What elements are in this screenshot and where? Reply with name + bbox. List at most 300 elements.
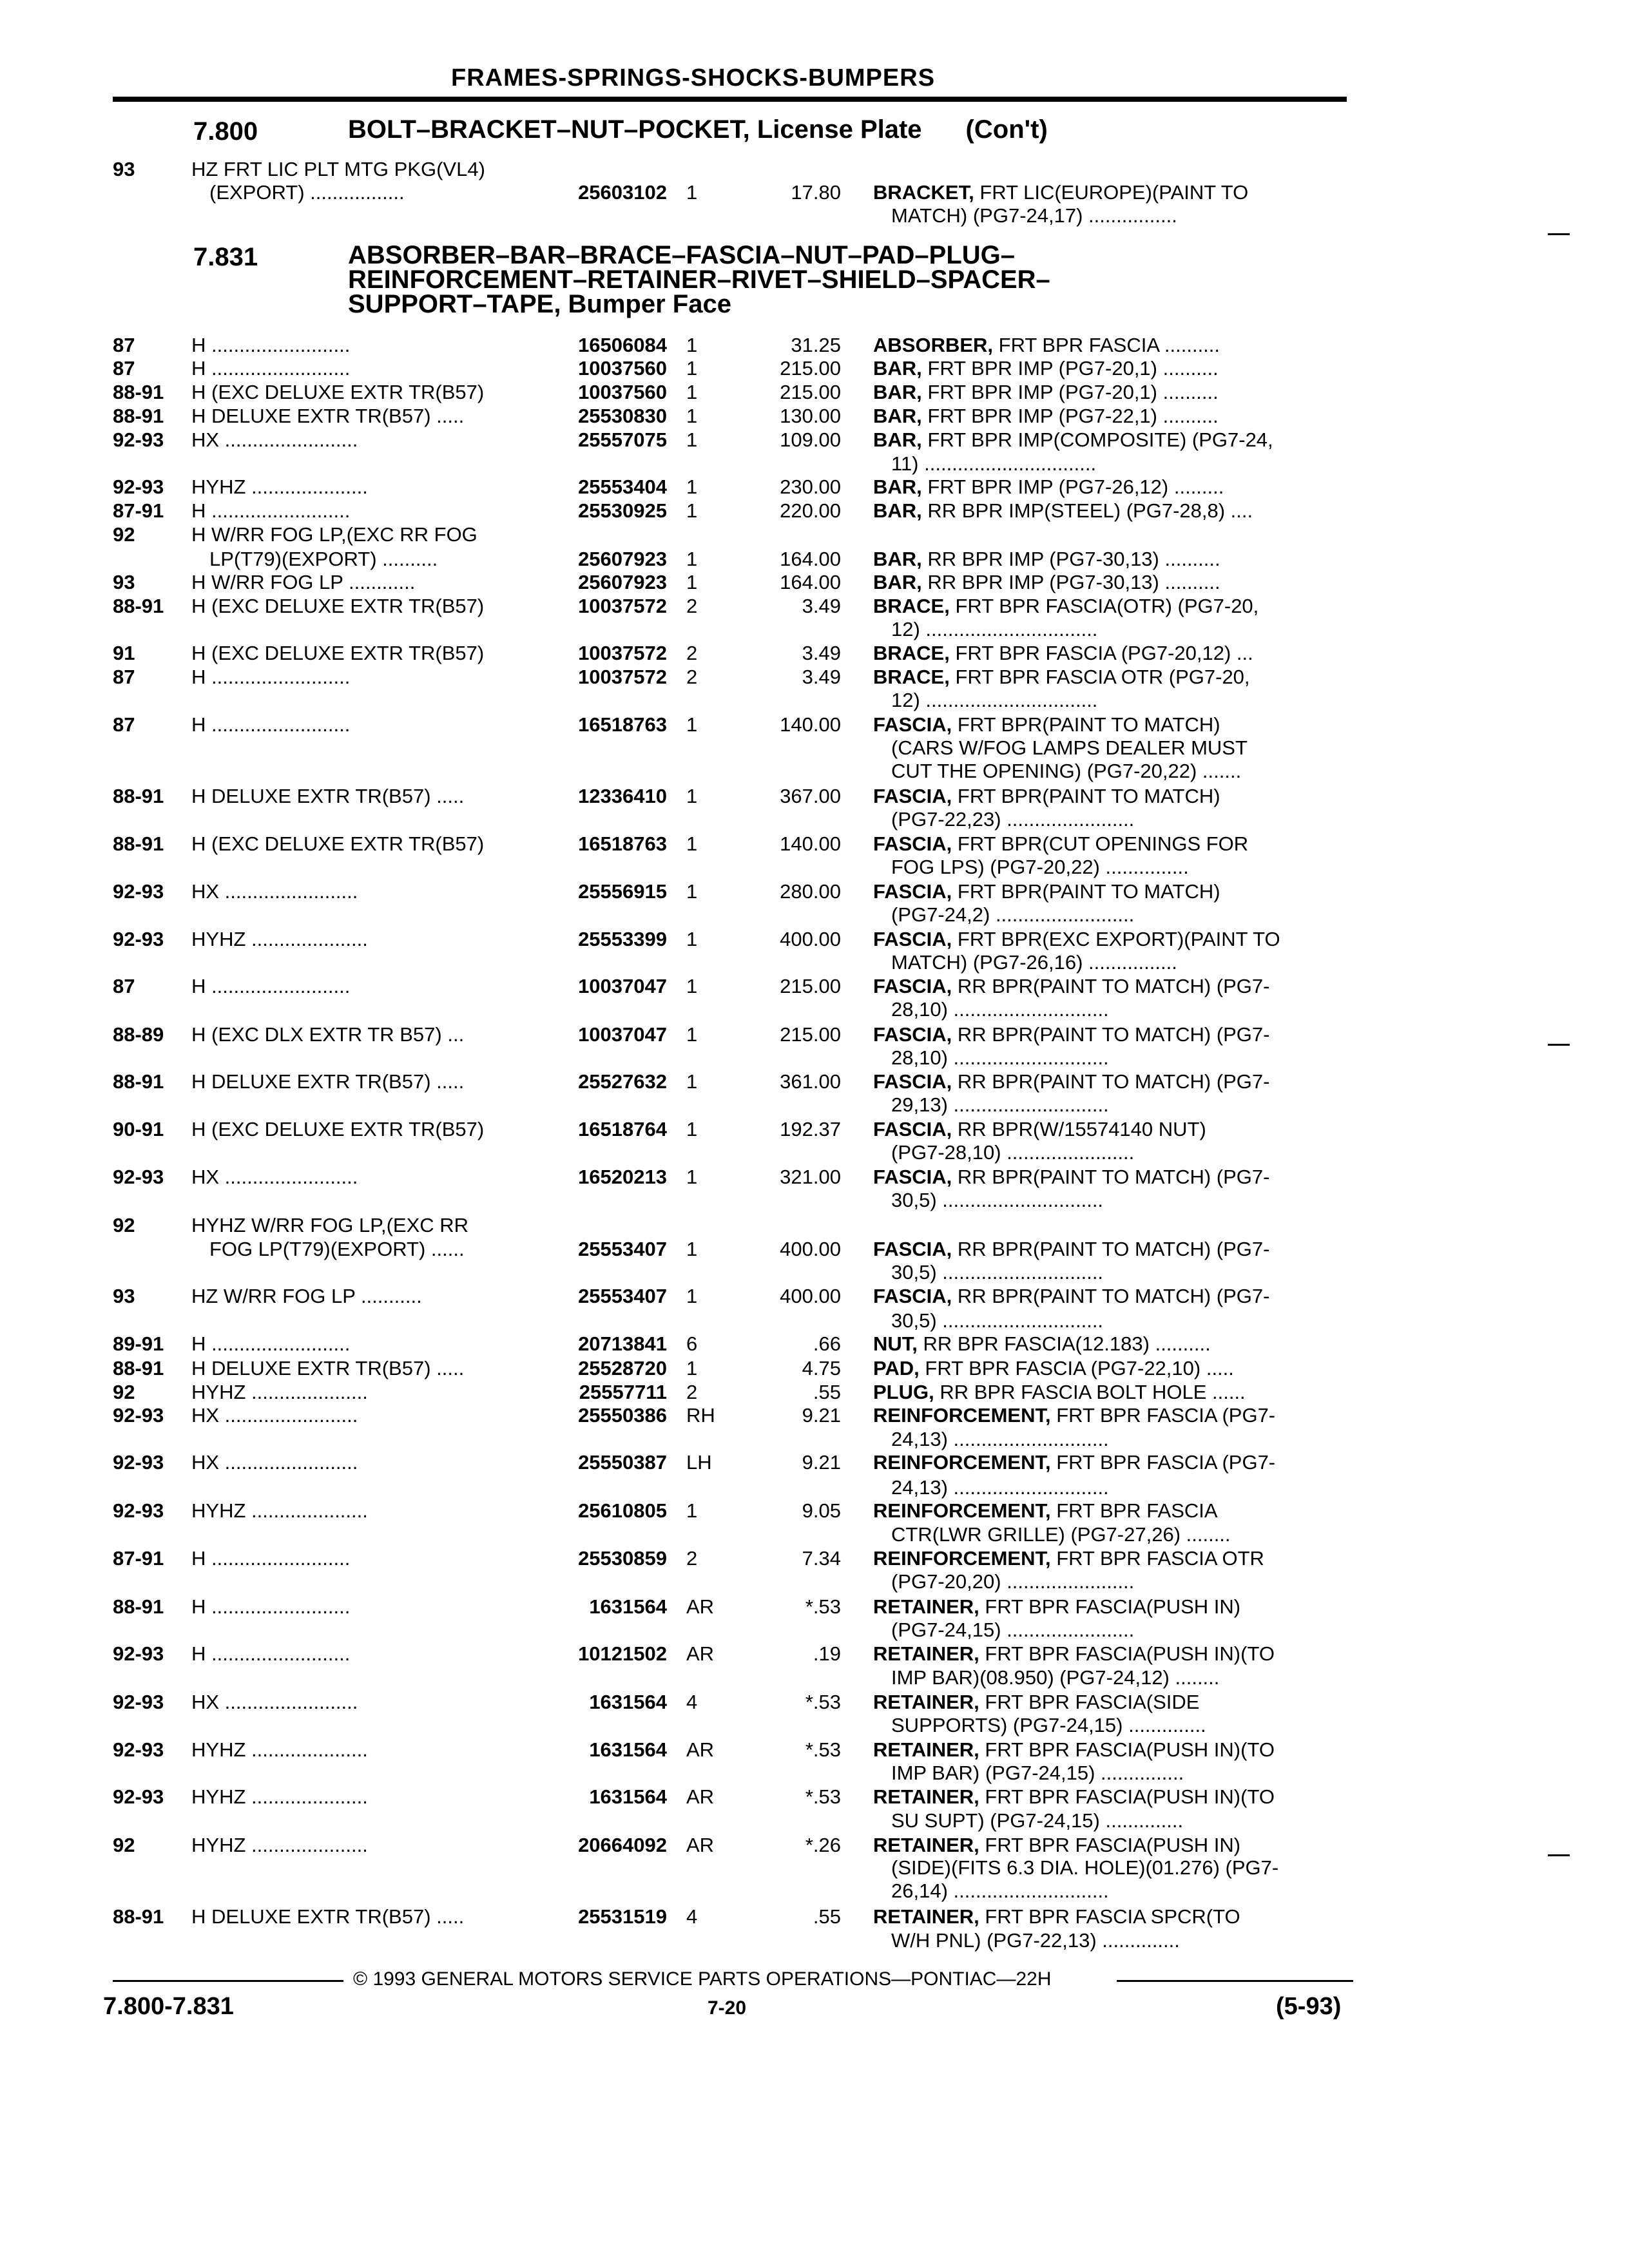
model-description (191, 1546, 539, 1570)
price: 9.21 (802, 1404, 841, 1427)
model-year: 87 (113, 975, 135, 997)
part-name-keyword: BAR, (873, 428, 922, 451)
model-description-text: H ......................... (191, 1642, 351, 1665)
model-year: 91 (113, 642, 135, 664)
part-name (873, 1546, 1350, 1570)
part-name-detail: FRT BPR FASCIA SPCR(TO (979, 1905, 1240, 1928)
part-name-detail: RR BPR(PAINT TO MATCH) (PG7- (952, 975, 1270, 997)
part-name-detail: RR BPR(PAINT TO MATCH) (PG7- (952, 1285, 1270, 1307)
section-title (348, 243, 1050, 316)
model-description (191, 475, 539, 499)
part-name-detail: FRT BPR FASCIA(OTR) (PG7-20, (949, 595, 1259, 617)
part-name (873, 1690, 1350, 1714)
part-name-detail: FRT BPR FASCIA OTR (PG7-20, (949, 666, 1250, 688)
model-description (191, 570, 539, 594)
part-name-detail: 28,10) ............................ (891, 998, 1109, 1021)
model-year: 87 (113, 713, 135, 736)
model-description-text: H DELUXE EXTR TR(B57) ..... (191, 1357, 465, 1379)
part-name-inner (873, 975, 1269, 997)
part-name-keyword: RETAINER, (873, 1834, 979, 1856)
model-description (191, 499, 539, 523)
part-name (873, 1117, 1350, 1141)
price: 400.00 (780, 928, 841, 950)
part-name-detail: FOG LPS) (PG7-20,22) ............... (891, 856, 1189, 878)
model-description (191, 333, 539, 357)
part-name-keyword: REINFORCEMENT, (873, 1499, 1051, 1522)
part-name (873, 784, 1350, 808)
part-name-inner (873, 1332, 1211, 1355)
part-name-inner (891, 1141, 1134, 1164)
model-year: 93 (113, 571, 135, 593)
model-description-text: HYHZ W/RR FOG LP,(EXC RR (191, 1214, 469, 1236)
model-description (191, 157, 539, 181)
part-name (873, 1785, 1350, 1809)
part-name (873, 1356, 1350, 1380)
part-name-keyword: PLUG, (873, 1381, 934, 1403)
part-name-detail: FRT BPR IMP(COMPOSITE) (PG7-24, (921, 428, 1273, 451)
part-name-inner (873, 1381, 1246, 1403)
model-description-text: HX ........................ (191, 880, 358, 903)
model-year: 88-91 (113, 381, 164, 403)
part-name-keyword: FASCIA, (873, 1238, 952, 1260)
part-name-inner (873, 1118, 1206, 1140)
part-number: 25556915 (578, 880, 667, 903)
model-description (191, 832, 539, 856)
part-name-detail: FRT BPR(CUT OPENINGS FOR (952, 832, 1249, 855)
part-name (873, 180, 1350, 204)
model-year: 89-91 (113, 1332, 164, 1355)
model-year: 93 (113, 158, 135, 180)
model-year: 88-91 (113, 1595, 164, 1618)
quantity: 2 (686, 1381, 698, 1403)
part-name (873, 855, 1350, 879)
part-number: 16518764 (578, 1118, 667, 1140)
part-name-inner (873, 1691, 1199, 1713)
part-name-inner (873, 357, 1219, 380)
part-name-detail: IMP BAR) (PG7-24,15) ............... (891, 1762, 1184, 1784)
part-name-keyword: RETAINER, (873, 1691, 979, 1713)
model-description-text: HYHZ ..................... (191, 1834, 368, 1856)
margin-mark (1548, 1854, 1570, 1856)
part-name (873, 641, 1350, 665)
price: *.53 (805, 1595, 841, 1618)
model-description (191, 1117, 539, 1141)
model-year: 90-91 (113, 1118, 164, 1140)
model-description (191, 713, 539, 736)
part-number: 10037047 (578, 1023, 667, 1046)
part-name-detail: 28,10) ............................ (891, 1046, 1109, 1069)
part-number: 16506084 (578, 334, 667, 356)
part-name (873, 1427, 1350, 1451)
part-name-inner (891, 1929, 1180, 1952)
part-name-keyword: BAR, (873, 476, 922, 498)
section-title-line: REINFORCEMENT–RETAINER–RIVET–SHIELD–SPACER– (348, 265, 1050, 294)
part-name-inner (873, 1166, 1269, 1188)
part-name-detail: FRT BPR FASCIA(PUSH IN) (979, 1595, 1241, 1618)
part-number: 10037047 (578, 975, 667, 997)
model-description-text: HZ FRT LIC PLT MTG PKG(VL4) (191, 158, 485, 180)
part-name-detail: RR BPR(PAINT TO MATCH) (PG7- (952, 1023, 1270, 1046)
part-name (873, 736, 1350, 760)
model-description-text: H (EXC DELUXE EXTR TR(B57) (191, 832, 485, 855)
model-year: 87 (113, 334, 135, 356)
model-description-text: HYHZ ..................... (191, 1499, 368, 1522)
quantity: 1 (686, 1166, 698, 1188)
price: .55 (813, 1905, 841, 1928)
part-name-inner (873, 476, 1224, 498)
part-name-inner (873, 1642, 1275, 1665)
part-name-inner (873, 1738, 1275, 1761)
part-name-inner (873, 571, 1220, 593)
price: 31.25 (791, 334, 841, 356)
part-number: 25553407 (578, 1285, 667, 1307)
model-description-text: HX ........................ (191, 1691, 358, 1713)
model-year: 92-93 (113, 880, 164, 903)
section-title (348, 117, 1048, 142)
part-name (873, 665, 1350, 689)
part-name (873, 1070, 1350, 1093)
part-name-inner (891, 998, 1109, 1021)
part-name-inner (891, 1879, 1109, 1902)
model-description (191, 879, 539, 903)
part-name-keyword: FASCIA, (873, 975, 952, 997)
part-name (873, 974, 1350, 998)
part-name (873, 1380, 1350, 1404)
quantity: 1 (686, 975, 698, 997)
model-year: 92-93 (113, 1785, 164, 1808)
price: 130.00 (780, 405, 841, 427)
model-description-text: H ......................... (191, 1547, 351, 1570)
price: 9.05 (802, 1499, 841, 1522)
model-year: 88-91 (113, 785, 164, 807)
part-name-detail: FRT BPR IMP (PG7-26,12) ......... (921, 476, 1224, 498)
part-name-inner (873, 499, 1253, 522)
model-year: 87-91 (113, 1547, 164, 1570)
model-description-text: HYHZ ..................... (191, 476, 368, 498)
model-description (191, 404, 539, 428)
part-name (873, 927, 1350, 951)
quantity: 1 (686, 428, 698, 451)
part-number: 25603102 (578, 181, 667, 204)
model-description-text: H ......................... (191, 1332, 351, 1355)
model-description (191, 428, 539, 452)
model-year: 92 (113, 523, 135, 546)
model-description-text: H (EXC DELUXE EXTR TR(B57) (191, 381, 485, 403)
part-name (873, 1856, 1350, 1879)
quantity: 1 (686, 571, 698, 593)
price: *.53 (805, 1738, 841, 1761)
part-name-inner (891, 452, 1096, 475)
part-name-keyword: BRACE, (873, 595, 950, 617)
part-number: 25550386 (578, 1404, 667, 1427)
part-number: 1631564 (589, 1785, 667, 1808)
quantity: 4 (686, 1691, 698, 1713)
section-title-text: BOLT–BRACKET–NUT–POCKET, License Plate (348, 115, 922, 144)
part-name-detail: RR BPR FASCIA BOLT HOLE ...... (934, 1381, 1246, 1403)
part-name-inner (873, 1785, 1275, 1808)
part-name-keyword: RETAINER, (873, 1595, 979, 1618)
model-description-text: H DELUXE EXTR TR(B57) ..... (191, 405, 465, 427)
part-name (873, 1761, 1350, 1785)
part-name (873, 832, 1350, 856)
footer-date: (5-93) (1276, 1993, 1342, 2020)
part-name-inner (891, 1261, 1103, 1283)
part-name (873, 617, 1350, 641)
model-year: 92-93 (113, 476, 164, 498)
part-name-detail: 11) ............................... (891, 452, 1097, 475)
part-name-keyword: FASCIA, (873, 1070, 952, 1093)
part-name-inner (873, 1238, 1269, 1260)
model-description (191, 1595, 539, 1619)
part-name (873, 428, 1350, 452)
model-description (191, 1332, 539, 1356)
part-name-keyword: BAR, (873, 357, 922, 380)
part-name-detail: FRT BPR FASCIA .......... (993, 334, 1220, 356)
model-description-text: H ......................... (191, 334, 351, 356)
model-description-text: HYHZ ..................... (191, 1785, 368, 1808)
part-name-inner (873, 334, 1220, 356)
model-description-text: HYHZ ..................... (191, 1381, 368, 1403)
part-name-inner (873, 1404, 1275, 1427)
part-name-detail: RR BPR(PAINT TO MATCH) (PG7- (952, 1070, 1270, 1093)
part-name (873, 333, 1350, 357)
part-name-keyword: FASCIA, (873, 1118, 952, 1140)
part-name-detail: (PG7-22,23) ....................... (891, 808, 1135, 831)
part-name-inner (873, 595, 1258, 617)
part-name-detail: SUPPORTS) (PG7-24,15) .............. (891, 1714, 1206, 1736)
part-name-detail: CUT THE OPENING) (PG7-20,22) ....... (891, 760, 1242, 782)
part-number: 10037560 (578, 381, 667, 403)
part-name (873, 713, 1350, 736)
part-name-keyword: BAR, (873, 405, 922, 427)
part-name (873, 1188, 1350, 1212)
part-name-detail: FRT BPR FASCIA (PG7- (1050, 1451, 1276, 1474)
model-year: 92-93 (113, 1738, 164, 1761)
header-rule (113, 97, 1347, 102)
part-number: 1631564 (589, 1595, 667, 1618)
part-name (873, 1928, 1350, 1952)
part-name-detail: RR BPR IMP (PG7-30,13) .......... (921, 548, 1220, 570)
quantity: AR (686, 1834, 715, 1856)
model-year: 88-91 (113, 595, 164, 617)
quantity: AR (686, 1595, 715, 1618)
part-name-inner (873, 548, 1220, 570)
margin-mark (1548, 1044, 1570, 1046)
quantity: 1 (686, 405, 698, 427)
quantity: AR (686, 1785, 715, 1808)
price: 109.00 (780, 428, 841, 451)
model-description-text: H DELUXE EXTR TR(B57) ..... (191, 1905, 465, 1928)
quantity: AR (686, 1642, 715, 1665)
model-description (191, 1642, 539, 1666)
part-name-detail: CTR(LWR GRILLE) (PG7-27,26) ........ (891, 1523, 1231, 1546)
model-description-text: H DELUXE EXTR TR(B57) ..... (191, 1070, 465, 1093)
model-description (191, 974, 539, 998)
part-name (873, 688, 1350, 712)
part-name (873, 1403, 1350, 1427)
model-year: 92-93 (113, 1166, 164, 1188)
part-name-detail: RR BPR FASCIA(12.183) .......... (917, 1332, 1211, 1355)
model-description (191, 1237, 539, 1261)
part-name-inner (873, 405, 1219, 427)
quantity: 2 (686, 666, 698, 688)
part-name-detail: FRT BPR FASCIA(PUSH IN)(TO (979, 1642, 1275, 1665)
part-name (873, 1284, 1350, 1308)
part-name-detail: IMP BAR)(08.950) (PG7-24,12) ........ (891, 1666, 1220, 1689)
quantity: 1 (686, 1285, 698, 1307)
model-year: 92 (113, 1834, 135, 1856)
model-description (191, 665, 539, 689)
part-name-detail: FRT BPR FASCIA(PUSH IN)(TO (979, 1785, 1275, 1808)
part-name-keyword: FASCIA, (873, 1023, 952, 1046)
price: 164.00 (780, 548, 841, 570)
part-name-inner (891, 808, 1134, 831)
part-name (873, 1666, 1350, 1689)
model-description (191, 1284, 539, 1308)
model-description-text: HX ........................ (191, 1451, 358, 1474)
price: *.26 (805, 1834, 841, 1856)
model-description-text: HYHZ ..................... (191, 928, 368, 950)
quantity: 2 (686, 595, 698, 617)
part-number: 25553399 (578, 928, 667, 950)
part-name-detail: FRT BPR FASCIA (PG7- (1050, 1404, 1276, 1427)
model-description (191, 1213, 539, 1237)
quantity: LH (686, 1451, 712, 1474)
part-name-keyword: FASCIA, (873, 1166, 952, 1188)
part-number: 10037572 (578, 595, 667, 617)
part-name-keyword: BRACE, (873, 642, 950, 664)
model-year: 88-91 (113, 1357, 164, 1379)
price: 321.00 (780, 1166, 841, 1188)
part-name-inner (873, 1023, 1269, 1046)
part-name-inner (891, 1570, 1134, 1593)
price: 192.37 (780, 1118, 841, 1140)
part-name-detail: FRT LIC(EUROPE)(PAINT TO (974, 181, 1249, 204)
part-name-detail: FRT BPR FASCIA (PG7-22,10) ..... (919, 1357, 1234, 1379)
part-name-inner (891, 1476, 1109, 1499)
part-name (873, 903, 1350, 927)
model-description (191, 380, 539, 404)
part-name (873, 1475, 1350, 1499)
part-name-inner (891, 1856, 1278, 1879)
quantity: 2 (686, 1547, 698, 1570)
part-name (873, 1237, 1350, 1261)
price: 215.00 (780, 1023, 841, 1046)
model-description-text: H W/RR FOG LP ............ (191, 571, 416, 593)
quantity: 4 (686, 1905, 698, 1928)
part-name (873, 1713, 1350, 1737)
quantity: RH (686, 1404, 715, 1427)
part-name-detail: FRT BPR IMP (PG7-20,1) .......... (921, 381, 1219, 403)
model-description (191, 523, 539, 546)
part-name-detail: 24,13) ............................ (891, 1428, 1109, 1450)
model-year: 92-93 (113, 928, 164, 950)
part-name-keyword: FASCIA, (873, 880, 952, 903)
part-name (873, 1309, 1350, 1332)
part-name-inner (873, 1499, 1218, 1522)
model-description-text: H (EXC DELUXE EXTR TR(B57) (191, 1118, 485, 1140)
part-name (873, 759, 1350, 783)
part-name-detail: 12) ............................... (891, 618, 1098, 640)
part-name-detail: RR BPR(PAINT TO MATCH) (PG7- (952, 1238, 1270, 1260)
part-name-inner (891, 204, 1177, 227)
price: 215.00 (780, 381, 841, 403)
price: 361.00 (780, 1070, 841, 1093)
part-name-detail: FRT BPR IMP (PG7-20,1) .......... (921, 357, 1219, 380)
part-name-detail: 24,13) ............................ (891, 1476, 1109, 1499)
quantity: 1 (686, 334, 698, 356)
part-name-detail: 30,5) ............................. (891, 1261, 1104, 1283)
part-name (873, 1905, 1350, 1928)
model-description-text: (EXPORT) ................. (209, 181, 405, 204)
model-description-text: H ......................... (191, 357, 351, 380)
price: 230.00 (780, 476, 841, 498)
quantity: 1 (686, 1499, 698, 1522)
margin-mark (1548, 233, 1570, 235)
part-name-keyword: REINFORCEMENT, (873, 1404, 1051, 1427)
part-name (873, 879, 1350, 903)
model-description (191, 784, 539, 808)
quantity: 1 (686, 785, 698, 807)
part-name (873, 570, 1350, 594)
quantity: 2 (686, 642, 698, 664)
price: 367.00 (780, 785, 841, 807)
part-number: 25530925 (578, 499, 667, 522)
price: 3.49 (802, 666, 841, 688)
part-name-inner (891, 1093, 1109, 1116)
part-name-inner (873, 928, 1280, 950)
quantity: 1 (686, 1238, 698, 1260)
part-name (873, 1165, 1350, 1189)
part-number: 25531519 (578, 1905, 667, 1928)
model-description (191, 1785, 539, 1809)
model-description-text: H ......................... (191, 1595, 351, 1618)
part-name (873, 1260, 1350, 1284)
quantity: 1 (686, 832, 698, 855)
model-year: 92-93 (113, 1451, 164, 1474)
part-name-inner (873, 832, 1248, 855)
price: .55 (813, 1381, 841, 1403)
part-name-inner (891, 689, 1097, 711)
model-description-text: LP(T79)(EXPORT) .......... (209, 548, 438, 570)
part-name-inner (891, 1666, 1219, 1689)
price: 400.00 (780, 1238, 841, 1260)
quantity: 1 (686, 499, 698, 522)
model-description-text: H (EXC DELUXE EXTR TR(B57) (191, 642, 485, 664)
part-name-keyword: BRACE, (873, 666, 950, 688)
model-description-text: H W/RR FOG LP,(EXC RR FOG (191, 523, 477, 546)
part-name-detail: (PG7-28,10) ....................... (891, 1141, 1135, 1164)
part-name (873, 547, 1350, 571)
part-name-inner (873, 713, 1220, 736)
part-name-inner (873, 1905, 1240, 1928)
part-name-keyword: BAR, (873, 548, 922, 570)
part-number: 25557711 (579, 1381, 667, 1403)
model-year: 88-89 (113, 1023, 164, 1046)
model-description (191, 1738, 539, 1762)
part-name-keyword: FASCIA, (873, 1285, 952, 1307)
part-name-inner (891, 1714, 1206, 1736)
model-year: 93 (113, 1285, 135, 1307)
part-name-keyword: RETAINER, (873, 1785, 979, 1808)
part-name-keyword: FASCIA, (873, 713, 952, 736)
part-name-detail: FRT BPR FASCIA(PUSH IN) (979, 1834, 1241, 1856)
model-year: 92 (113, 1381, 135, 1403)
price: 215.00 (780, 975, 841, 997)
part-name (873, 594, 1350, 618)
price: 17.80 (791, 181, 841, 204)
price: .66 (813, 1332, 841, 1355)
